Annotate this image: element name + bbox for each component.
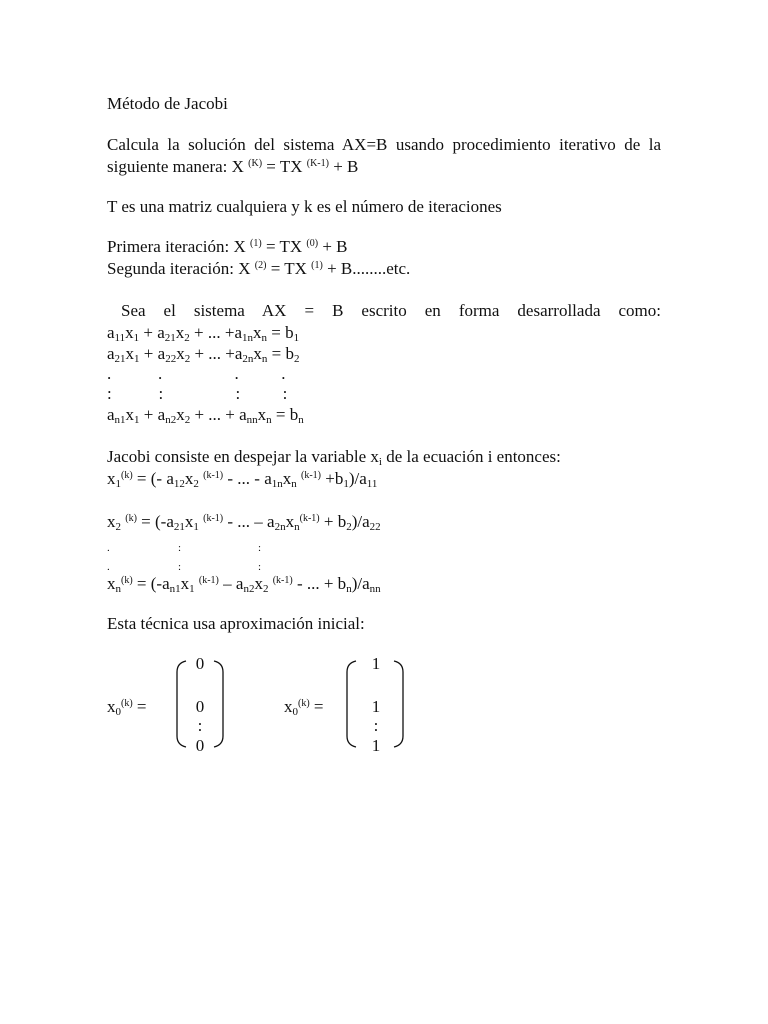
jacobi-formula-n: $x_n^{(k)} = (-a_{n1}x_1$ $^{(k-1)} - a_{n2}x_2$ $^{(k-1)}$ - ... + $b_n)/a_{nn}$ [107, 574, 381, 595]
second-iteration: Segunda iteración: X $^{(2)}$ = TX $^{(1)}$ + B........etc. [107, 259, 411, 278]
zero-vector-e2: 0 [195, 697, 205, 716]
system-equation-2: $a_{21}x_1 + a_{22}x_2$ + ... $+a_{2n}x_n = b_2$ [107, 344, 300, 365]
right-paren-2 [392, 660, 404, 748]
first-iteration: Primera iteración: X $^{(1)}$ = TX $^{(0)}$ + B [107, 237, 348, 256]
system-equation-n: $a_{n1}x_1 + a_{n2}x_2$ + ... + $a_{nn}x_n = b_n$ [107, 405, 304, 426]
approximation-text: Esta técnica usa aproximación inicial: [107, 614, 365, 633]
ones-vector-e2: 1 [371, 697, 381, 716]
system-equation-1: $a_{11}x_1 + a_{21}x_2$ + ... $+a_{1n}x_n = b_1$ [107, 323, 300, 344]
ones-vector-e3: : [373, 716, 379, 735]
small-dot-1: . [107, 542, 110, 554]
zero-vector-e4: 0 [195, 736, 205, 755]
system-colons-row: : : : : [107, 384, 288, 403]
zero-vector-e3: : [197, 716, 203, 735]
small-colon-3: : [178, 561, 182, 573]
small-dot-2: . [107, 561, 110, 573]
right-paren-1 [212, 660, 224, 748]
zero-vector-e1: 0 [195, 654, 205, 673]
small-colon-4: : [258, 561, 262, 573]
jacobi-formula-1: $x_1^{(k)}$ = (- $a_{12}x_2$ $^{(k-1)}$ - ... - $a_{1n}x_n$ $^{(k-1)} +b_1)/a_{11}$ [107, 469, 378, 490]
intro-line-1: Calcula la solución del sistema AX=B usando procedimiento iterativo de la [107, 135, 661, 154]
small-colon-2: : [258, 542, 262, 554]
intro-line-2: siguiente manera: X $^{(K)}$ = TX $^{(K-1)}$ + B [107, 157, 359, 176]
left-paren-2 [346, 660, 358, 748]
jacobi-description: Jacobi consiste en despejar la variable $x_i$ de la ecuación i entonces: [107, 447, 561, 468]
t-description: T es una matriz cualquiera y k es el número de iteraciones [107, 197, 502, 216]
system-dots-row: . . . . [107, 364, 286, 383]
left-paren-1 [176, 660, 188, 748]
ones-vector-e4: 1 [371, 736, 381, 755]
ones-vector-e1: 1 [371, 654, 381, 673]
x0-label-1: $x_0^{(k)}$ = [107, 697, 147, 718]
small-colon-1: : [178, 542, 182, 554]
jacobi-formula-2: $x_2$ $^{(k)} = (-a_{21}x_1$ $^{(k-1)}$ - ... – $a_{2n}x_n^{(k-1)} + b_2)/a_{22}$ [107, 512, 381, 533]
x0-label-2: $x_0^{(k)}$ = [284, 697, 324, 718]
page-title: Método de Jacobi [107, 94, 228, 113]
system-intro: Sea el sistema AX = B escrito en forma desarrollada como: [121, 301, 661, 320]
